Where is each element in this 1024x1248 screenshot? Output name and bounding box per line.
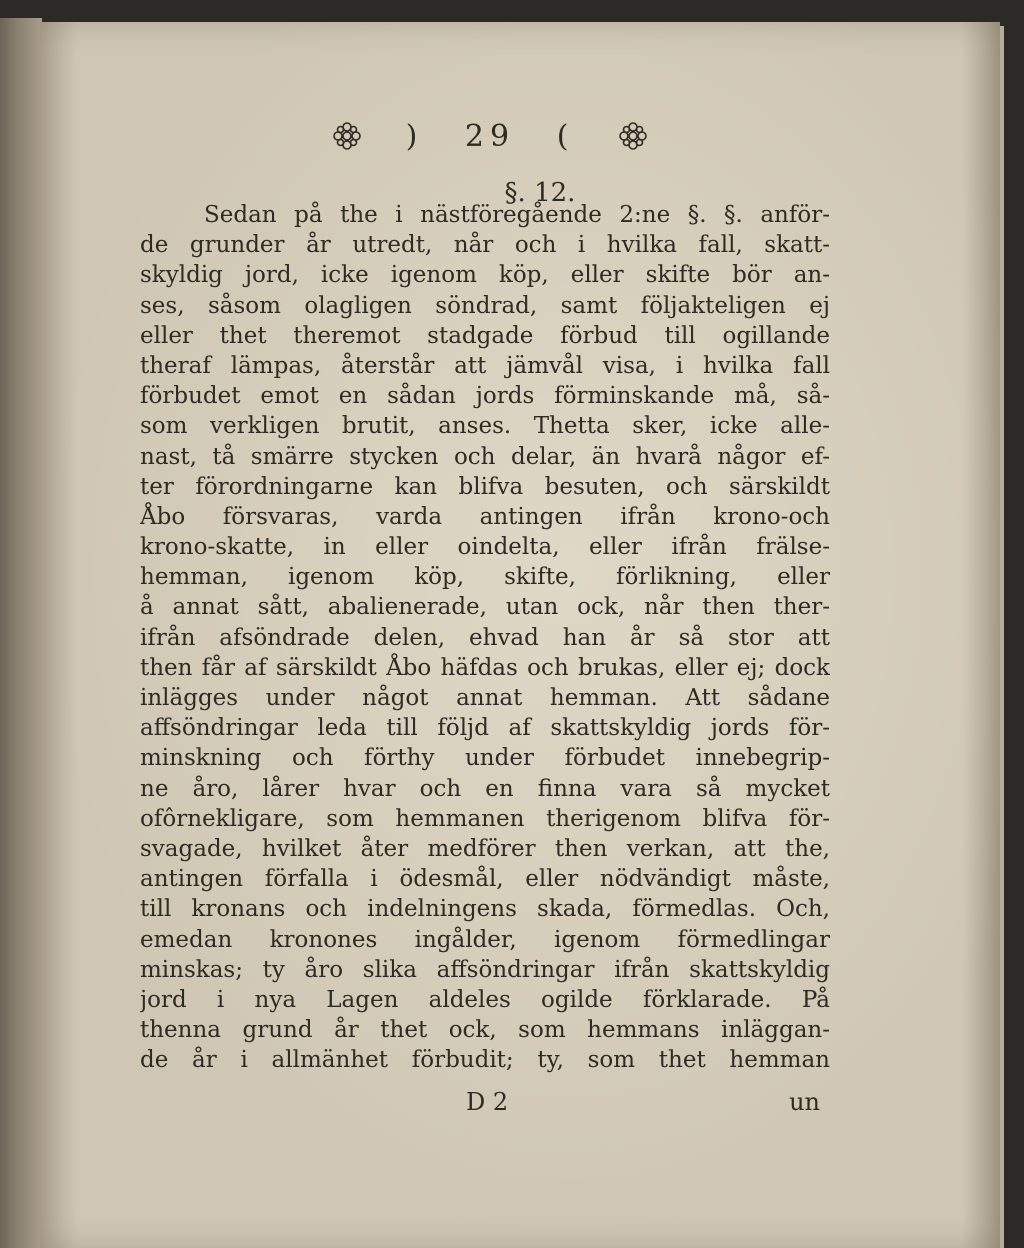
catchword: un [789,1088,820,1116]
text-line: emedan kronones ingålder, igenom förmedlingar [140,926,830,953]
text-line: nast, tå smärre stycken och delar, än hvarå någor ef- [140,443,830,470]
text-line: de grunder år utredt, når och i hvilka fall, skatt- [140,232,830,259]
text-line: de år i allmänhet förbudit; ty, som thet hemman [140,1047,830,1074]
running-header [330,114,650,158]
text-line: som verkligen brutit, anses. Thetta sker, icke alle- [140,413,830,440]
text-line: svagade, hvilket åter medförer then verkan, att the, [140,835,830,862]
text-line: hemman, igenom köp, skifte, förlikning, eller [140,564,830,591]
header-bracket-right: ( [556,118,575,154]
text-line: ofôrnekligare, som hemmanen therigenom blifva för- [140,805,830,832]
section-heading: §. 12. [504,178,576,208]
text-line: thenna grund år thet ock, som hemmans inläggan- [140,1017,830,1044]
text-line: inlägges under något annat hemman. Att sådane [140,685,830,711]
ornament-rosette-icon [616,119,650,153]
text-line: theraf lämpas, återstår att jämvål visa, i hvilka fall [140,352,830,379]
text-line: ter förordningarne kan blifva besuten, och särskildt [140,473,830,500]
body-text [140,200,830,1075]
text-line: eller thet theremot stadgade förbud till ogillande [140,322,830,349]
text-line: minskas; ty åro slika affsöndringar ifrån skattskyldig [140,956,830,983]
previous-page-edge [0,18,42,1248]
text-line: minskning och förthy under förbudet innebegrip- [140,745,830,772]
ornament-rosette-icon [330,119,364,153]
page-footer [140,1088,830,1122]
text-line: affsöndringar leda till följd af skattskyldig jords för- [140,715,830,742]
text-line: ses, såsom olagligen söndrad, samt följakteligen ej [140,292,830,319]
text-line: förbudet emot en sådan jords förminskande må, så- [140,383,830,410]
text-line: ne åro, lårer hvar och en finna vara så mycket [140,775,830,802]
text-line: å annat sått, abalienerade, utan ock, når then ther- [140,594,830,621]
text-line: till kronans och indelningens skada, förmedlas. Och, [140,896,830,923]
text-line: then får af särskildt Åbo häfdas och brukas, eller ej; dock [140,654,830,681]
page-number: 29 [464,118,516,154]
text-line: Åbo försvaras, varda antingen ifrån krono-och [140,503,830,530]
signature-mark: D 2 [466,1088,509,1116]
text-line: skyldig jord, icke igenom köp, eller skifte bör an- [140,262,830,289]
text-line: jord i nya Lagen aldeles ogilde förklarade. På [140,986,830,1013]
text-line: ifrån afsöndrade delen, ehvad han år så stor att [140,624,830,651]
text-line: antingen förfalla i ödesmål, eller nödvändigt måste, [140,866,830,893]
header-bracket-left: ) [405,118,424,154]
text-line: Sedan på the i nästföregående 2:ne §. §. anför- [204,202,830,228]
text-line: krono-skatte, in eller oindelta, eller ifrån frälse- [140,534,830,561]
